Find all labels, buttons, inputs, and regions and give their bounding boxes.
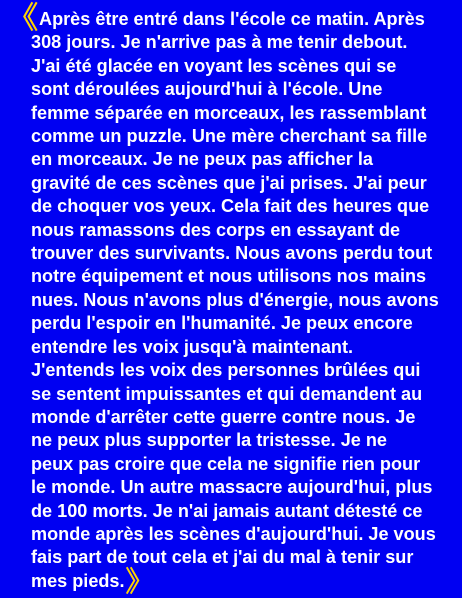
post-line-15: J'entends les voix des personnes brûlées qui	[31, 360, 421, 381]
post-text	[8, 1, 452, 598]
post-line-17: monde d'arrêter cette guerre contre nous. Je	[31, 406, 416, 427]
post-line-5: comme un puzzle. Une mère cherchant sa fille	[31, 126, 428, 147]
post-line-text: mes pieds.	[31, 570, 125, 591]
post-line-12: nues. Nous n'avons plus d'énergie, nous avons	[31, 289, 439, 310]
post-line-8: de choquer vos yeux. Cela fait des heures que	[31, 196, 430, 217]
post-line-7: gravité de ces scènes que j'ai prises. J'ai peur	[31, 172, 427, 193]
post-line-16: se sentent impuissantes et qui demandent au	[31, 383, 423, 404]
post-line-23: fais part de tout cela et j'ai du mal à tenir sur	[31, 547, 414, 568]
post-line-21: de 100 morts. Je n'ai jamais autant détesté ce	[31, 500, 423, 521]
post-line-11: notre équipement et nous utilisons nos mains	[31, 266, 427, 287]
open-quote-icon: 《	[8, 1, 38, 36]
post-line-9: nous ramassons des corps en essayant de	[31, 219, 401, 240]
post-line-text: Après être entré dans l'école ce matin. Après	[39, 9, 425, 29]
post-line-13: perdu l'espoir en l'humanité. Je peux encore	[31, 313, 413, 334]
post-line-1: 308 jours. Je n'arrive pas à me tenir debout.	[31, 32, 408, 53]
post-line-0	[8, 1, 452, 36]
post-line-18: ne peux plus supporter la tristesse. Je ne	[31, 430, 387, 451]
post-line-19: peux pas croire que cela ne signifie rien pour	[31, 453, 421, 474]
post-line-14: entendre les voix jusqu'à maintenant.	[31, 336, 354, 357]
post-line-4: femme séparée en morceaux, les rassemblant	[31, 102, 427, 123]
post-line-22: monde après les scènes d'aujourd'hui. Je vous	[31, 523, 436, 544]
post-line-2: J'ai été glacée en voyant les scènes qui se	[31, 55, 397, 76]
post-line-10: trouver des survivants. Nous avons perdu tout	[31, 243, 433, 264]
post-line-3: sont déroulées aujourd'hui à l'école. Une	[31, 79, 383, 100]
post-line-6: en morceaux. Je ne peux pas afficher la	[31, 149, 373, 170]
post-line-20: le monde. Un autre massacre aujourd'hui, plus	[31, 477, 433, 498]
close-quote-icon: 》	[125, 564, 154, 598]
post-line-24	[10, 564, 452, 598]
